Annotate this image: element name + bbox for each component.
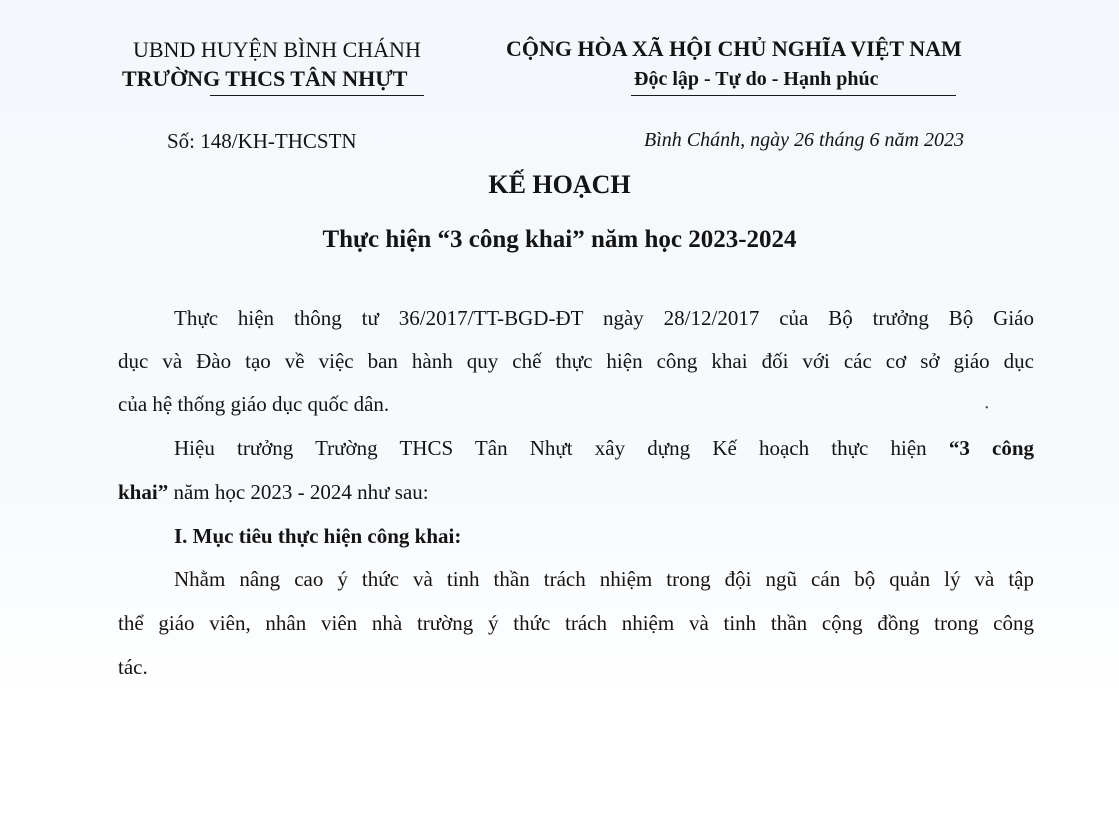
paragraph-2-text: Hiệu trưởng Trường THCS Tân Nhựt xây dựng Kế hoạch thực hiện (174, 436, 927, 460)
motto-underline (631, 95, 956, 96)
agency-name: UBND HUYỆN BÌNH CHÁNH (133, 37, 421, 62)
section-heading: I. Mục tiêu thực hiện công khai: (174, 524, 462, 548)
paragraph-2-emphasis: “3 công (948, 436, 1034, 460)
paragraph-3-line-2: thể giáo viên, nhân viên nhà trường ý thức trách nhiệm và tinh thần cộng đồng trong công (118, 611, 1034, 635)
paragraph-2-text-end: năm học 2023 - 2024 như sau: (168, 480, 429, 504)
paragraph-2-line-2 (118, 478, 1034, 506)
document-title: KẾ HOẠCH (488, 170, 631, 199)
national-title: CỘNG HÒA XÃ HỘI CHỦ NGHĨA VIỆT NAM (506, 36, 962, 61)
scan-speck: • (985, 403, 989, 414)
national-motto: Độc lập - Tự do - Hạnh phúc (634, 68, 879, 90)
paragraph-1-line-2: dục và Đào tạo về việc ban hành quy chế thực hiện công khai đối với các cơ sở giáo dục (118, 349, 1034, 373)
school-underline (210, 95, 424, 96)
paragraph-1-line-1: Thực hiện thông tư 36/2017/TT-BGD-ĐT ngày 28/12/2017 của Bộ trưởng Bộ Giáo (174, 306, 1034, 330)
document-number: Số: 148/KH-THCSTN (167, 129, 357, 153)
paragraph-3-line-3: tác. (118, 655, 148, 679)
paragraph-1-line-3: của hệ thống giáo dục quốc dân. (118, 392, 390, 416)
school-name: TRƯỜNG THCS TÂN NHỰT (122, 66, 408, 91)
paragraph-2-emphasis-end: khai” (118, 480, 169, 504)
place-date: Bình Chánh, ngày 26 tháng 6 năm 2023 (644, 129, 964, 151)
document-subtitle: Thực hiện “3 công khai” năm học 2023-2024 (322, 226, 797, 253)
paragraph-2-line-1 (174, 434, 1034, 462)
paragraph-3-line-1: Nhằm nâng cao ý thức và tinh thần trách nhiệm trong đội ngũ cán bộ quản lý và tập (174, 567, 1034, 591)
